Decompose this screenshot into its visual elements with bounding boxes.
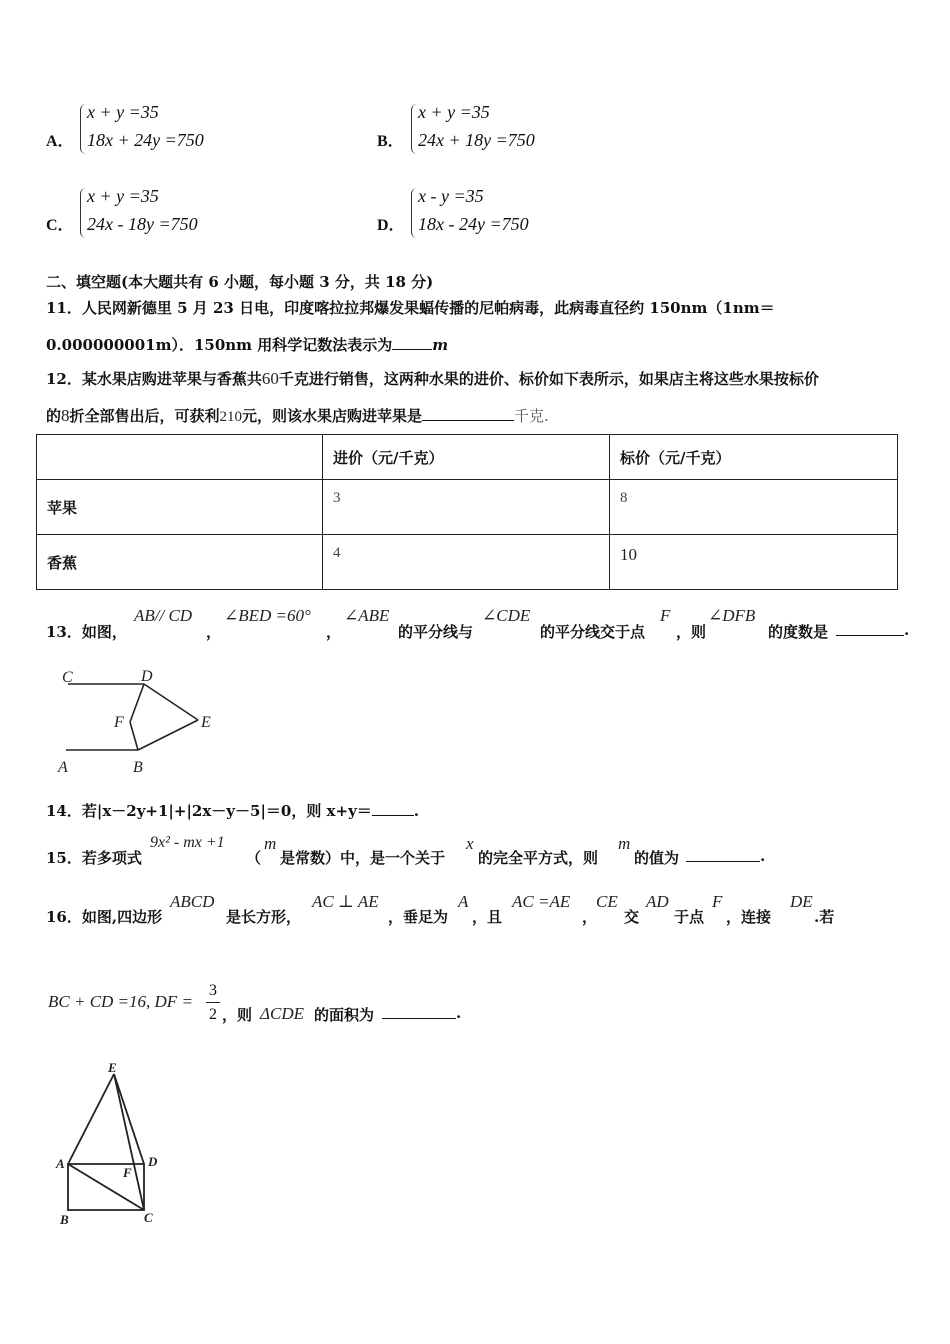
point-e-label: E xyxy=(108,1060,117,1075)
line-ed xyxy=(114,1074,144,1164)
q13-math-3: ∠ABE xyxy=(344,606,390,625)
table-cell-price: 10 xyxy=(610,535,898,590)
q12-unit: 千克. xyxy=(514,407,549,425)
q16-text-a: 16．如图,四边形 xyxy=(46,908,163,926)
q16-a: A xyxy=(458,892,469,911)
q15-m: m xyxy=(264,834,277,853)
q13-sep: ， xyxy=(206,623,222,641)
answer-blank xyxy=(422,406,514,421)
q15-m2: m xyxy=(618,834,631,853)
q16-eq: AC =AE xyxy=(512,892,571,911)
q12-line1 xyxy=(46,368,819,389)
q16-f: F xyxy=(712,892,723,911)
q11-unit: m xyxy=(432,336,449,354)
q16-line1 xyxy=(46,890,906,930)
q13 xyxy=(46,606,916,646)
option-c-eq1: x + y =35 xyxy=(87,186,159,206)
q15-text-b: （ xyxy=(246,849,262,867)
point-d-label: D xyxy=(141,668,153,685)
point-f-label: F xyxy=(114,714,124,731)
q12-line2 xyxy=(46,405,549,426)
answer-blank xyxy=(382,1004,456,1019)
point-b-label: B xyxy=(133,759,143,776)
q16-abcd: ABCD xyxy=(170,892,215,911)
q16-text-k: 的面积为 xyxy=(314,1006,375,1024)
brace-icon xyxy=(80,104,87,154)
point-b-label: B xyxy=(60,1212,69,1227)
q13-math-2: ∠BED =60° xyxy=(224,606,311,625)
table-header-cell: 进价（元/千克） xyxy=(323,435,610,480)
q16-text-b: 是长方形， xyxy=(226,908,302,926)
table-row xyxy=(37,535,898,590)
q15-text-e: 的值为 xyxy=(634,849,680,867)
q15 xyxy=(46,832,846,872)
q12-text-a: 12．某水果店购进苹果与香蕉共 xyxy=(46,370,262,388)
answer-blank xyxy=(372,801,414,816)
option-c-eq2: 24x - 18y =750 xyxy=(87,214,198,234)
line-fb xyxy=(130,722,138,750)
answer-blank xyxy=(836,621,904,636)
q13-text-3: ，则 xyxy=(676,623,707,641)
table-cell-price: 8 xyxy=(610,480,898,535)
q15-text-d: 的完全平方式，则 xyxy=(478,849,599,867)
q16-end: . xyxy=(456,1004,462,1022)
q14-end: . xyxy=(413,802,420,820)
q12-n210: 210 xyxy=(219,409,243,425)
section-title: 二、填空题(本大题共有 6 小题，每小题 3 分，共 18 分) xyxy=(46,273,434,291)
option-a-eq1: x + y =35 xyxy=(87,102,159,122)
q15-text-c: 是常数）中，是一个关于 xyxy=(280,849,446,867)
q16-line2 xyxy=(46,978,546,1038)
q15-poly: 9x² - mx +1 xyxy=(150,834,225,851)
q16-text-d: ，且 xyxy=(472,908,503,926)
table-cell-cost: 4 xyxy=(323,535,610,590)
option-b-eq2: 24x + 18y =750 xyxy=(418,130,535,150)
line-ae xyxy=(68,1074,114,1164)
q11-text: 0.000000001m）．150nm 用科学记数法表示为 xyxy=(46,336,393,354)
table-row xyxy=(37,480,898,535)
point-f-label: F xyxy=(123,1165,132,1180)
q13-sep: ， xyxy=(326,623,342,641)
q12-text-e: 元，则该水果店购进苹果是 xyxy=(242,407,423,425)
q12-n8: 8 xyxy=(61,406,70,425)
line-eb xyxy=(138,720,198,750)
q14-text: 14．若|x－2y+1|+|2x－y－5|＝0，则 x+y＝ xyxy=(46,802,372,820)
option-d-eq2: 18x - 24y =750 xyxy=(418,214,529,234)
q16-text-f: 交 xyxy=(624,908,640,926)
option-b-eq1: x + y =35 xyxy=(418,102,490,122)
q13-text-4: 的度数是 xyxy=(768,623,829,641)
q13-figure xyxy=(50,662,230,780)
brace-icon xyxy=(411,188,418,238)
answer-blank xyxy=(392,335,432,350)
q15-end: . xyxy=(760,847,766,865)
q14 xyxy=(46,800,419,821)
table-cell-name: 香蕉 xyxy=(37,535,323,590)
q13-end: . xyxy=(904,621,910,639)
table-header-cell: 标价（元/千克） xyxy=(610,435,898,480)
q12-text-c: 的 xyxy=(46,407,62,425)
q13-text-2: 的平分线交于点 xyxy=(540,623,646,641)
line-ac xyxy=(68,1164,144,1210)
table-header-row xyxy=(37,435,898,480)
q16-figure xyxy=(52,1060,172,1236)
q15-x: x xyxy=(466,834,474,853)
q16-condition: BC + CD =16, DF = xyxy=(48,992,193,1011)
brace-icon xyxy=(80,188,87,238)
q16-fraction-den: 2 xyxy=(209,1006,217,1023)
q11-line2 xyxy=(46,334,448,355)
point-a-label: A xyxy=(58,759,68,776)
option-c-label: C． xyxy=(46,217,74,234)
line-de xyxy=(144,684,198,720)
q16-ce: CE xyxy=(596,892,618,911)
q13-math-4: ∠CDE xyxy=(482,606,531,625)
q11-line1: 11．人民网新德里 5 月 23 日电，印度喀拉拉邦爆发果蝠传播的尼帕病毒，此病毒直径约 150nm（1nm＝ xyxy=(46,299,775,317)
option-d-label: D． xyxy=(377,217,405,234)
q12-n60: 60 xyxy=(261,369,279,388)
point-d-label: D xyxy=(148,1154,158,1169)
point-c-label: C xyxy=(144,1210,153,1225)
q16-perp: AC ⊥ AE xyxy=(312,892,379,911)
q16-text-i: .若 xyxy=(814,908,835,926)
option-d-eq1: x - y =35 xyxy=(418,186,484,206)
table-cell-cost: 3 xyxy=(323,480,610,535)
q16-text-g: 于点 xyxy=(674,908,705,926)
q16-triangle: ΔCDE xyxy=(260,1004,304,1023)
table-header-cell xyxy=(37,435,323,480)
fraction-bar xyxy=(206,1002,220,1003)
q16-ad: AD xyxy=(646,892,669,911)
brace-icon xyxy=(411,104,418,154)
q13-math-6: ∠DFB xyxy=(708,606,756,625)
q12-text-d: 折全部售出后，可获利 xyxy=(69,407,220,425)
q16-text-j: ，则 xyxy=(222,1006,253,1024)
line-ec xyxy=(114,1074,144,1210)
option-b-label: B． xyxy=(377,133,404,150)
q16-fraction-num: 3 xyxy=(209,982,217,999)
q13-math-5: F xyxy=(660,606,671,625)
q16-de: DE xyxy=(790,892,813,911)
q16-text-e: ， xyxy=(582,908,598,926)
q16-text-c: ，垂足为 xyxy=(388,908,449,926)
line-df xyxy=(130,684,144,722)
q13-prefix: 13．如图， xyxy=(46,623,127,641)
answer-blank xyxy=(686,847,760,862)
q16-text-h: ，连接 xyxy=(726,908,772,926)
point-e-label: E xyxy=(201,714,211,731)
point-a-label: A xyxy=(56,1156,65,1171)
option-a-label: A． xyxy=(46,133,74,150)
price-table xyxy=(36,434,898,590)
option-a-eq2: 18x + 24y =750 xyxy=(87,130,204,150)
q15-text-a: 15．若多项式 xyxy=(46,849,142,867)
q12-text-b: 千克进行销售，这两种水果的进价、标价如下表所示，如果店主将这些水果按标价 xyxy=(278,370,819,388)
table-cell-name: 苹果 xyxy=(37,480,323,535)
q13-math-1: AB// CD xyxy=(134,606,193,625)
point-c-label: C xyxy=(62,669,73,686)
q13-text-1: 的平分线与 xyxy=(398,623,474,641)
